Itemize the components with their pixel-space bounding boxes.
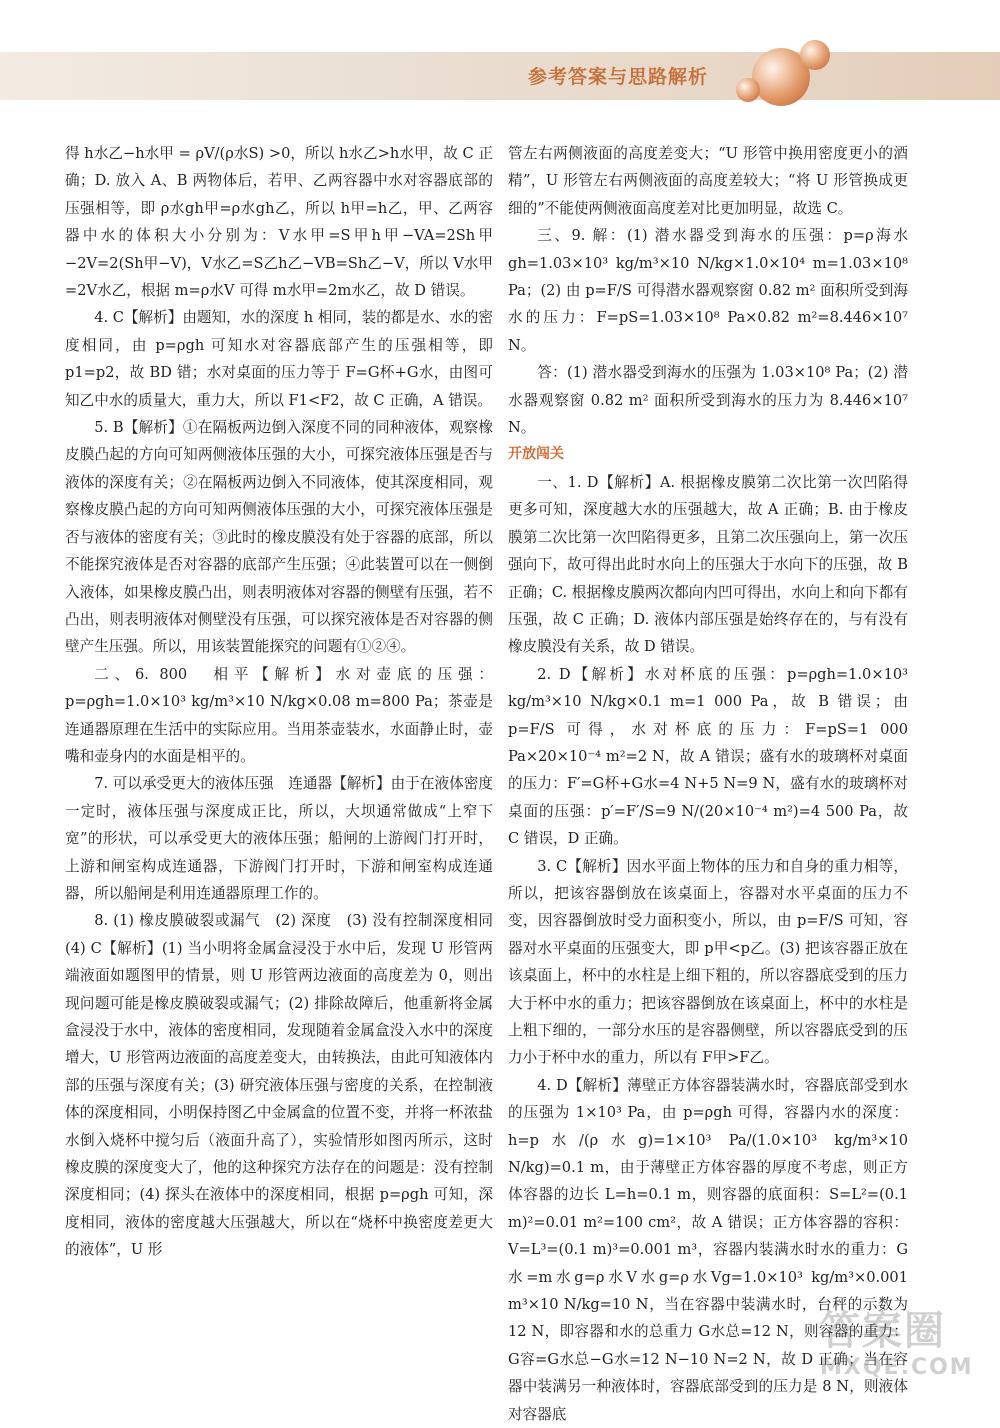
paragraph: 4. D【解析】薄壁正方体容器装满水时，容器底部受到水的压强为 1×10³ Pa，由 p=ρgh 可得，容器内水的深度：h=p水/(ρ水g)=1×10³ Pa/(1.0×10³ kg/m³×10 N/kg)=0.1 m，由于薄壁正方体容器的厚度不考虑，则正方体容器的边长 L=h=0.1 m，则容器的底面积：S=L²=(0.1 m)²=0.01 m²=100 cm²，故 A 错误；正方体容器的容积：V=L³=(0.1 m)³=0.001 m³，容器内装满水时水的重力：G水=m水g=ρ水V水g=ρ水Vg=1.0×10³ kg/m³×0.001 m³×10 N/kg=10 N，当在容器中装满水时，台秤的示数为 12 N，即容器和水的总重力 G水总=12 N，则容器的重力：G容=G水总−G水=12 N−10 N=2 N，故 D 正确；当在容器中装满另一种液体时，容器底部受到的压力是 8 N，则液体对容器底 xyxy=(508,1076,908,1423)
header-band xyxy=(0,52,1000,100)
decorative-orb-icon xyxy=(736,78,760,102)
watermark-text: 答案圈 xyxy=(820,1308,946,1354)
paragraph: 7. 可以承受更大的液体压强 连通器【解析】由于在液体密度一定时，液体压强与深度成正比，所以，大坝通常做成“上窄下宽”的形状，可以承受更大的液体压强；船闸的上游阀门打开时，上游和闸室构成连通器，下游阀门打开时，下游和闸室构成连通器，所以船闸是利用连通器原理工作的。 xyxy=(65,775,493,902)
paragraph: 二、6. 800 相平【解析】水对壶底的压强：p=ρgh=1.0×10³ kg/m³×10 N/kg×0.08 m=800 Pa；茶壶是连通器原理在生活中的实际应用。当用茶壶装水，水面静止时，壶嘴和壶身内的水面是相平的。 xyxy=(65,665,493,765)
paragraph: 5. B【解析】①在隔板两边倒入深度不同的同种液体，观察橡皮膜凸起的方向可知两侧液体压强的大小，可探究液体压强是否与液体的深度有关；②在隔板两边倒入不同液体，使其深度相同，观察橡皮膜凸起的方向可知两侧液体压强的大小，可探究液体压强是否与液体的密度有关；③此时的橡皮膜没有处于容器的底部，所以不能探究液体是否对容器的底部产生压强；④此装置可以在一侧倒入液体，如果橡皮膜凸出，则表明液体对容器的侧壁有压强，若不凸出，则表明液体对侧壁没有压强，可以探究液体是否对容器的侧壁产生压强。所以，用该装置能探究的问题有①②④。 xyxy=(65,419,493,656)
section-heading: 开放闯关 xyxy=(508,446,564,463)
page-header-title: 参考答案与思路解析 xyxy=(528,66,709,88)
paragraph: 管左右两侧液面的高度差变大；“U 形管中换用密度更小的酒精”，U 形管左右两侧液面的高度差较大；“将 U 形管换成更细的”不能使两侧液面高度差对比更加明显，故选 C。 xyxy=(508,145,908,217)
paragraph: 一、1. D【解析】A. 根据橡皮膜第二次比第一次凹陷得更多可知，深度越大水的压强越大，故 A 正确；B. 由于橡皮膜第二次比第一次凹陷得更多，且第二次压强向上，第一次压强向下，故可得出此时水向上的压强大于水向下的压强，故 B 正确；C. 根据橡皮膜两次都向内凹可得出，水向上和向下都有压强，故 C 正确；D. 液体内部压强是始终存在的，与有没有橡皮膜没有关系，故 D 错误。 xyxy=(508,473,908,656)
watermark-url: MXQE.COM xyxy=(820,1355,974,1380)
paragraph: 4. C【解析】由题知，水的深度 h 相同，装的都是水、水的密度相同，由 p=ρgh 可知水对容器底部产生的压强相等，即 p1=p2，故 BD 错；水对桌面的压力等于 F=G杯+G水，由图可知乙中水的质量大，重力大，所以 F1<F2，故 C 正确，A 错误。 xyxy=(65,309,493,409)
paragraph: 3. C【解析】因水平面上物体的压力和自身的重力相等，所以，把该容器倒放在该桌面上，容器对水平桌面的压力不变，因容器倒放时受力面积变小，所以，由 p=F/S 可知，容器对水平桌面的压强变大，即 p甲<p乙。(3) 把该容器正放在该桌面上，杯中的水柱是上细下粗的，所以容器底受到的压力大于杯中水的重力；把该容器倒放在该桌面上，杯中的水柱是上粗下细的，一部分水压的是容器侧壁，所以容器底受到的压力小于杯中水的重力，所以有 F甲>F乙。 xyxy=(508,857,908,1067)
paragraph: 答：(1) 潜水器受到海水的压强为 1.03×10⁸ Pa；(2) 潜水器观察窗 0.82 m² 面积所受到海水的压力为 8.446×10⁷ N。 xyxy=(508,364,908,437)
paragraph: 2. D【解析】水对杯底的压强：p=ρgh=1.0×10³ kg/m³×10 N/kg×0.1 m=1 000 Pa，故 B 错误；由 p=F/S 可得，水对杯底的压力：F=pS=1 000 Pa×20×10⁻⁴ m²=2 N，故 A 错误；盛有水的玻璃杯对桌面的压力：F′=G杯+G水=4 N+5 N=9 N，盛有水的玻璃杯对桌面的压强：p′=F′/S=9 N/(20×10⁻⁴ m²)=4 500 Pa，故 C 错误，D 正确。 xyxy=(508,665,908,848)
decorative-orb-icon xyxy=(800,40,830,70)
right-column xyxy=(508,140,908,1428)
paragraph: 三、9. 解：(1) 潜水器受到海水的压强：p=ρ海水gh=1.03×10³ kg/m³×10 N/kg×1.0×10⁴ m=1.03×10⁸ Pa；(2) 由 p=F/S 可得潜水器观察窗 0.82 m² 面积所受到海水的压力：F=pS=1.03×10⁸ Pa×0.82 m²=8.446×10⁷ N。 xyxy=(508,227,908,354)
left-column xyxy=(65,140,508,1264)
paragraph: 得 h水乙−h水甲 = ρV/(ρ水S) >0，所以 h水乙>h水甲，故 C 正确；D. 放入 A、B 两物体后，若甲、乙两容器中水对容器底部的压强相等，即 ρ水gh甲=ρ水gh乙，所以 h甲=h乙，甲、乙两容器中水的体积大小分别为：V水甲=S甲h甲−VA=2Sh甲−2V=2(Sh甲−V)，V水乙=S乙h乙−VB=Sh乙−V，所以 V水甲=2V水乙，根据 m=ρ水V 可得 m水甲=2m水乙，故 D 错误。 xyxy=(65,145,493,300)
watermark-logo xyxy=(820,1308,990,1398)
paragraph: 8. (1) 橡皮膜破裂或漏气 (2) 深度 (3) 没有控制深度相同 (4) C【解析】(1) 当小明将金属盒浸没于水中后，发现 U 形管两端液面如题图甲的情景，则 U 形管两边液面的高度差为 0，则出现问题可能是橡皮膜破裂或漏气；(2) 排除故障后，他重新将金属盒浸没于水中，液体的密度相同，发现随着金属盒没入水中的深度增大，U 形管两边液面的高度差变大，由转换法，由此可知液体内部的压强与深度有关；(3) 研究液体压强与密度的关系，在控制液体的深度相同，小明保持图乙中金属盒的位置不变，并将一杯浓盐水倒入烧杯中搅匀后（液面升高了），实验情形如图丙所示，这时橡皮膜的深度变大了，他的这种探究方法存在的问题是：没有控制深度相同；(4) 探头在液体中的深度相同，根据 p=ρgh 可知，深度相同，液体的密度越大压强越大，所以在“烧杯中换密度差更大的液体”，U 形 xyxy=(65,912,508,1259)
